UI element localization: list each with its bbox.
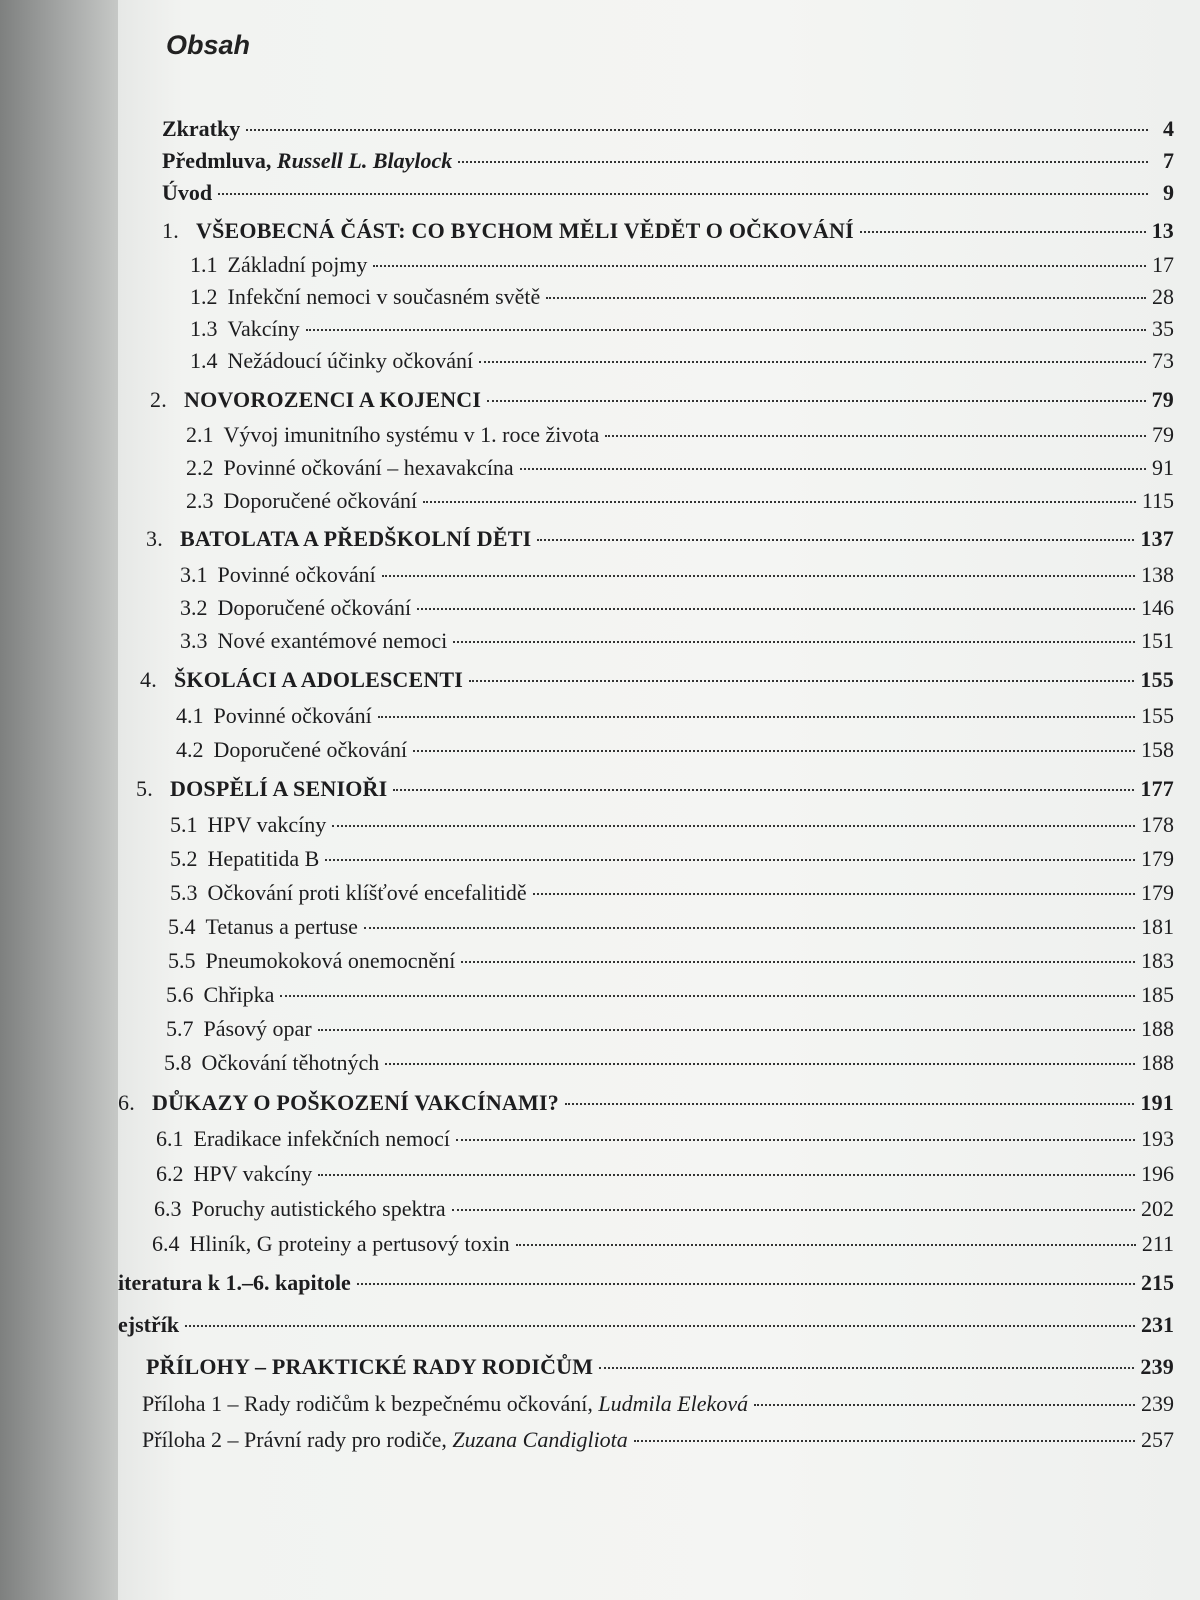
toc-dot-leader — [382, 575, 1135, 577]
toc-entry-title-text: Chřipka — [203, 982, 275, 1007]
toc-entry-number: 6.2 — [156, 1161, 184, 1186]
toc-entry — [190, 284, 1174, 314]
toc-dot-leader — [487, 400, 1145, 402]
toc-entry-title — [162, 148, 452, 174]
toc-entry — [162, 180, 1174, 210]
toc-dot-leader — [378, 716, 1135, 718]
toc-page-number: 215 — [1141, 1270, 1174, 1295]
toc-page-number: 35 — [1152, 316, 1174, 341]
toc-dot-leader — [318, 1174, 1135, 1176]
toc-entry-title — [142, 1391, 748, 1417]
toc-dot-leader — [332, 825, 1135, 827]
toc-entry-title-text: VŠEOBECNÁ ČÁST: CO BYCHOM MĚLI VĚDĚT O OČKOVÁNÍ — [196, 218, 854, 243]
toc-entry — [170, 880, 1174, 910]
toc-entry-number: 3.1 — [180, 562, 208, 587]
toc-page-number: 231 — [1141, 1312, 1174, 1337]
toc-dot-leader — [280, 995, 1135, 997]
toc-entry-title-text: Očkování proti klíšťové encefalitidě — [207, 880, 527, 905]
toc-entry-title-text: DŮKAZY O POŠKOZENÍ VAKCÍNAMI? — [152, 1090, 559, 1115]
toc-entry-number: 5. — [136, 776, 153, 801]
toc-entry — [180, 595, 1174, 625]
toc-page-number: 211 — [1141, 1231, 1174, 1256]
toc-dot-leader — [452, 1209, 1135, 1211]
toc-dot-leader — [218, 193, 1148, 195]
toc-entry-title — [174, 667, 463, 693]
toc-entry — [186, 422, 1174, 452]
toc-entry-title — [206, 914, 358, 940]
toc-entry-title — [146, 1354, 593, 1380]
toc-page-number: 177 — [1140, 776, 1174, 801]
toc-entry-number: 5.7 — [166, 1016, 194, 1041]
toc-entry-title-text: Vakcíny — [227, 316, 300, 341]
toc-entry-title-text: Nové exantémové nemoci — [217, 628, 448, 653]
toc-entry-number: 2.2 — [186, 455, 214, 480]
toc-dot-leader — [325, 859, 1135, 861]
toc-entry-number: 1.2 — [190, 284, 218, 309]
toc-entry-number: 6. — [118, 1090, 135, 1115]
toc-entry-title — [218, 595, 412, 621]
toc-entry-title-text: Povinné očkování — [213, 703, 372, 728]
toc-page-number: 4 — [1163, 116, 1174, 141]
toc-entry-title-text: DOSPĚLÍ A SENIOŘI — [170, 776, 388, 801]
toc-entry-title-text: Doporučené očkování — [223, 488, 418, 513]
toc-entry-number: 5.8 — [164, 1050, 192, 1075]
toc-entry — [150, 387, 1174, 417]
toc-page-number: 158 — [1141, 737, 1174, 762]
toc-entry-number: 2. — [150, 387, 167, 412]
toc-page-number: 193 — [1141, 1126, 1174, 1151]
toc-dot-leader — [516, 1244, 1136, 1246]
toc-page-number: 191 — [1140, 1090, 1174, 1115]
toc-entry-title — [214, 703, 372, 729]
toc-dot-leader — [520, 468, 1146, 470]
toc-dot-leader — [393, 789, 1134, 791]
toc-entry — [176, 737, 1174, 767]
toc-entry-number: 5.1 — [170, 812, 198, 837]
toc-entry-title — [180, 526, 531, 552]
toc-dot-leader — [456, 1139, 1135, 1141]
toc-entry-title-text: Očkování těhotných — [201, 1050, 380, 1075]
toc-page-number: 188 — [1141, 1016, 1174, 1041]
toc-entry-title — [208, 846, 320, 872]
toc-entry-number: 1.4 — [190, 348, 218, 373]
page-title: Obsah — [166, 30, 251, 60]
toc-entry-number: 1.1 — [190, 252, 218, 277]
toc-entry-title — [190, 1231, 510, 1257]
toc-entry-title — [196, 218, 854, 244]
toc-entry-title-text: Poruchy autistického spektra — [191, 1196, 446, 1221]
toc-dot-leader — [417, 608, 1135, 610]
toc-entry — [186, 455, 1174, 485]
toc-page-number: 202 — [1141, 1196, 1174, 1221]
toc-entry-title — [218, 628, 448, 654]
toc-entry — [156, 1126, 1174, 1156]
toc-entry-title-text: HPV vakcíny — [207, 812, 327, 837]
toc-dot-leader — [306, 329, 1146, 331]
toc-entry-title — [224, 422, 600, 448]
toc-entry-title — [194, 1126, 451, 1152]
toc-entry-title-text: Doporučené očkování — [213, 737, 408, 762]
toc-dot-leader — [185, 1325, 1135, 1327]
toc-dot-leader — [605, 435, 1146, 437]
toc-entry-number: 4.2 — [176, 737, 204, 762]
toc-page-number: 257 — [1141, 1427, 1174, 1452]
toc-entry-title-text: Infekční nemoci v současném světě — [227, 284, 541, 309]
toc-entry — [190, 348, 1174, 378]
toc-entry-author: Zuzana Candigliota — [452, 1427, 628, 1452]
toc-entry — [156, 1161, 1174, 1191]
toc-entry — [168, 914, 1174, 944]
toc-entry — [140, 667, 1174, 697]
toc-entry-title-text: BATOLATA A PŘEDŠKOLNÍ DĚTI — [180, 526, 532, 551]
toc-entry-number: 3. — [146, 526, 163, 551]
toc-entry-number: 3.3 — [180, 628, 208, 653]
toc-entry-title-text: Příloha 2 – Právní rady pro rodiče, — [142, 1427, 453, 1452]
toc-entry-number: 5.6 — [166, 982, 194, 1007]
toc-entry-author: Russell L. Blaylock — [276, 148, 453, 173]
toc-entry-title-text: NOVOROZENCI A KOJENCI — [184, 387, 482, 412]
toc-entry — [190, 316, 1174, 346]
book-page — [118, 0, 1200, 1600]
toc-entry-title-text: Úvod — [162, 180, 213, 205]
toc-entry-number: 5.4 — [168, 914, 196, 939]
toc-entry-number: 2.1 — [186, 422, 214, 447]
toc-entry-title — [228, 348, 474, 374]
toc-entry-title-text: ŠKOLÁCI A ADOLESCENTI — [174, 667, 464, 692]
toc-page-number: 91 — [1152, 455, 1174, 480]
toc-entry-title-text: PŘÍLOHY – PRAKTICKÉ RADY RODIČŮM — [146, 1354, 594, 1379]
toc-page-number: 185 — [1141, 982, 1174, 1007]
toc-entry-number: 1. — [162, 218, 179, 243]
toc-dot-leader — [458, 161, 1148, 163]
toc-page-number: 239 — [1141, 1391, 1174, 1416]
toc-entry — [118, 1270, 1174, 1300]
toc-entry-title — [218, 562, 376, 588]
toc-entry-author: Ludmila Eleková — [598, 1391, 749, 1416]
toc-entry-title-text: Hliník, G proteiny a pertusový toxin — [189, 1231, 510, 1256]
toc-entry-title — [206, 948, 456, 974]
toc-page-number: 79 — [1152, 422, 1174, 447]
toc-entry-title-text: Povinné očkování — [217, 562, 376, 587]
toc-entry-title-text: Vývoj imunitního systému v 1. roce života — [223, 422, 600, 447]
toc-entry — [180, 562, 1174, 592]
book-spine-shadow — [0, 0, 118, 1600]
toc-entry-title — [170, 776, 387, 802]
toc-entry — [176, 703, 1174, 733]
toc-entry-title-text: Zkratky — [162, 116, 241, 141]
toc-entry-title — [162, 116, 240, 142]
toc-entry-number: 6.3 — [154, 1196, 182, 1221]
toc-dot-leader — [533, 893, 1135, 895]
toc-dot-leader — [546, 297, 1146, 299]
toc-dot-leader — [565, 1103, 1134, 1105]
toc-entry-title-text: Pásový opar — [203, 1016, 312, 1041]
toc-entry — [118, 1312, 1174, 1342]
toc-entry — [152, 1231, 1174, 1261]
toc-entry — [186, 488, 1174, 518]
toc-entry-title — [192, 1196, 446, 1222]
toc-entry — [162, 218, 1174, 248]
toc-entry — [162, 116, 1174, 146]
toc-entry-title — [204, 1016, 312, 1042]
toc-entry-title — [194, 1161, 313, 1187]
toc-entry-title — [142, 1427, 628, 1453]
toc-entry — [118, 1090, 1174, 1120]
toc-entry-title-text: Tetanus a pertuse — [205, 914, 358, 939]
toc-page-number: 151 — [1141, 628, 1174, 653]
toc-entry-title-text: ejstřík — [118, 1312, 180, 1337]
toc-entry-number: 6.1 — [156, 1126, 184, 1151]
toc-entry-title-text: Hepatitida B — [207, 846, 320, 871]
toc-page-number: 179 — [1141, 846, 1174, 871]
toc-entry-number: 4. — [140, 667, 157, 692]
toc-entry-number: 3.2 — [180, 595, 208, 620]
toc-entry-title-text: Doporučené očkování — [217, 595, 412, 620]
toc-entry-title — [224, 488, 418, 514]
toc-page-number: 138 — [1141, 562, 1174, 587]
toc-entry — [162, 148, 1174, 178]
toc-entry — [146, 526, 1174, 556]
toc-page-number: 155 — [1140, 667, 1174, 692]
toc-entry — [170, 812, 1174, 842]
toc-entry-title-text: Předmluva, — [162, 148, 277, 173]
toc-entry-number: 6.4 — [152, 1231, 180, 1256]
toc-entry — [164, 1050, 1174, 1080]
toc-dot-leader — [413, 750, 1135, 752]
toc-entry-title-text: Povinné očkování – hexavakcína — [223, 455, 514, 480]
toc-entry-title — [152, 1090, 559, 1116]
toc-entry — [136, 776, 1174, 806]
toc-entry-number: 5.5 — [168, 948, 196, 973]
toc-dot-leader — [754, 1404, 1135, 1406]
toc-dot-leader — [385, 1063, 1135, 1065]
toc-dot-leader — [469, 680, 1134, 682]
toc-entry — [142, 1427, 1174, 1457]
toc-page-number: 7 — [1163, 148, 1174, 173]
toc-page-number: 179 — [1141, 880, 1174, 905]
toc-page-number: 196 — [1141, 1161, 1174, 1186]
toc-entry-title-text: Pneumokoková onemocnění — [205, 948, 456, 973]
toc-entry — [166, 982, 1174, 1012]
toc-dot-leader — [364, 927, 1135, 929]
toc-entry-title — [204, 982, 275, 1008]
toc-entry — [190, 252, 1174, 282]
toc-entry-title — [118, 1312, 179, 1338]
toc-entry-number: 1.3 — [190, 316, 218, 341]
toc-entry — [166, 1016, 1174, 1046]
toc-page-number: 155 — [1141, 703, 1174, 728]
toc-entry-title — [224, 455, 514, 481]
toc-entry-title — [228, 316, 300, 342]
toc-page-number: 137 — [1140, 526, 1174, 551]
toc-entry-title — [202, 1050, 380, 1076]
toc-entry — [180, 628, 1174, 658]
toc-entry — [142, 1391, 1174, 1421]
toc-dot-leader — [860, 231, 1146, 233]
toc-page-number: 188 — [1141, 1050, 1174, 1075]
toc-entry-number: 2.3 — [186, 488, 214, 513]
toc-entry-title — [208, 812, 327, 838]
toc-entry-number: 5.2 — [170, 846, 198, 871]
toc-page-number: 146 — [1141, 595, 1174, 620]
toc-entry-title — [214, 737, 408, 763]
toc-page-number: 178 — [1141, 812, 1174, 837]
toc-page-number: 73 — [1152, 348, 1174, 373]
toc-entry-number: 4.1 — [176, 703, 204, 728]
toc-dot-leader — [423, 501, 1136, 503]
toc-page-number: 9 — [1163, 180, 1174, 205]
toc-dot-leader — [479, 361, 1146, 363]
toc-dot-leader — [537, 539, 1134, 541]
toc-entry-title — [228, 284, 541, 310]
toc-page-number: 239 — [1140, 1354, 1174, 1379]
toc-dot-leader — [357, 1283, 1135, 1285]
toc-entry-title-text: Základní pojmy — [227, 252, 368, 277]
toc-page-number: 13 — [1151, 218, 1174, 243]
toc-page-number: 181 — [1141, 914, 1174, 939]
toc-dot-leader — [461, 961, 1135, 963]
toc-entry-title — [118, 1270, 351, 1296]
toc-entry-title-text: Eradikace infekčních nemocí — [193, 1126, 451, 1151]
toc-entry-title — [184, 387, 481, 413]
toc-page-number: 183 — [1141, 948, 1174, 973]
toc-entry-title — [208, 880, 527, 906]
toc-dot-leader — [246, 129, 1148, 131]
toc-dot-leader — [634, 1440, 1135, 1442]
toc-dot-leader — [453, 641, 1135, 643]
toc-entry-title-text: Příloha 1 – Rady rodičům k bezpečnému očkování, — [142, 1391, 599, 1416]
toc-entry-title-text: HPV vakcíny — [193, 1161, 313, 1186]
toc-page-number: 17 — [1152, 252, 1174, 277]
toc-entry — [146, 1354, 1174, 1384]
toc-entry-title-text: Nežádoucí účinky očkování — [227, 348, 474, 373]
toc-dot-leader — [599, 1367, 1134, 1369]
toc-entry-number: 5.3 — [170, 880, 198, 905]
toc-entry — [168, 948, 1174, 978]
toc-dot-leader — [318, 1029, 1135, 1031]
toc-entry — [170, 846, 1174, 876]
toc-dot-leader — [373, 265, 1146, 267]
toc-page-number: 79 — [1151, 387, 1174, 412]
toc-page-number: 28 — [1152, 284, 1174, 309]
toc-entry-title — [228, 252, 368, 278]
toc-entry-title — [162, 180, 212, 206]
toc-entry-title-text: iteratura k 1.–6. kapitole — [118, 1270, 351, 1295]
toc-page-number: 115 — [1141, 488, 1174, 513]
toc-entry — [154, 1196, 1174, 1226]
